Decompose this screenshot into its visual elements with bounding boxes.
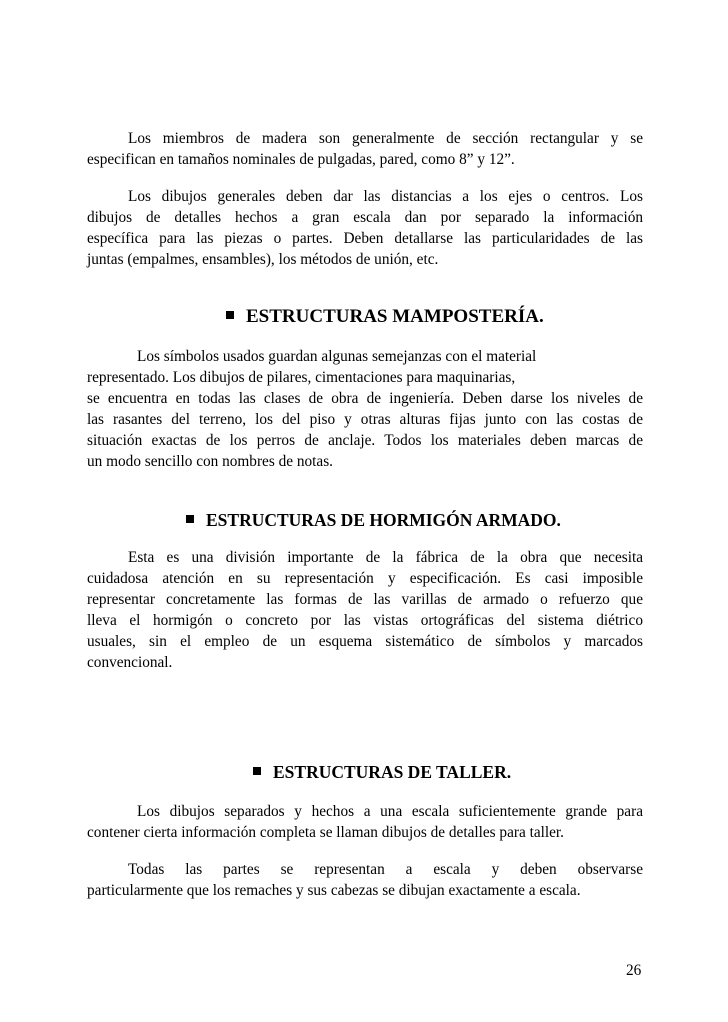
text-line: cuidadosa atención en su representación y especificación. Es casi imposible [87,570,643,587]
text-line: Los dibujos generales deben dar las distancias a los ejes o centros. Los [128,188,643,205]
text-line: particularmente que los remaches y sus cabezas se dibujan exactamente a escala. [87,882,581,899]
text-line: Esta es una división importante de la fábrica de la obra que necesita [128,549,643,566]
heading-text: ESTRUCTURAS DE HORMIGÓN ARMADO. [206,510,561,530]
text-line: situación exactas de los perros de anclaje. Todos los materiales deben marcas de [87,432,643,449]
text-line: Todas las partes se representan a escala y deben observarse [128,861,643,878]
text-line: lleva el hormigón o concreto por las vistas ortográficas del sistema diétrico [87,612,643,629]
taller-paragraph-1 [87,801,643,843]
intro-paragraph-1 [87,128,643,170]
square-bullet-icon [253,767,261,775]
section-heading-taller [253,760,511,784]
text-line: las rasantes del terreno, los del piso y otras alturas fijas junto con las costas de [87,411,643,428]
section-heading-mamposteria [226,305,544,329]
intro-paragraph-2 [87,186,643,270]
square-bullet-icon [186,515,194,523]
text-line: representar concretamente las formas de las varillas de armado o refuerzo que [87,591,643,608]
text-line: especifican en tamaños nominales de pulgadas, pared, como 8” y 12”. [87,151,515,168]
heading-text: ESTRUCTURAS DE TALLER. [273,762,512,782]
page-number: 26 [626,962,642,979]
text-line: juntas (empalmes, ensambles), los métodos de unión, etc. [87,251,439,268]
hormigon-paragraph [87,547,643,673]
taller-paragraph-2 [87,859,643,901]
text-line: Los dibujos separados y hechos a una escala suficientemente grande para [137,803,643,820]
text-line: Los miembros de madera son generalmente de sección rectangular y se [128,130,643,147]
text-line: específica para las piezas o partes. Deben detallarse las particularidades de las [87,230,643,247]
text-line: un modo sencillo con nombres de notas. [87,453,333,470]
text-line: representado. Los dibujos de pilares, cimentaciones para maquinarias, [87,369,516,386]
text-line: usuales, sin el empleo de un esquema sistemático de símbolos y marcados [87,633,643,650]
section-heading-hormigon [186,508,561,532]
text-line: dibujos de detalles hechos a gran escala dan por separado la información [87,209,643,226]
mamposteria-paragraph [87,346,643,472]
text-line: contener cierta información completa se llaman dibujos de detalles para taller. [87,824,564,841]
square-bullet-icon [226,311,234,319]
heading-text: ESTRUCTURAS MAMPOSTERÍA. [246,306,544,327]
text-line: se encuentra en todas las clases de obra de ingeniería. Deben darse los niveles de [87,390,643,407]
text-line: convencional. [87,654,173,671]
text-line: Los símbolos usados guardan algunas semejanzas con el material [137,348,537,365]
